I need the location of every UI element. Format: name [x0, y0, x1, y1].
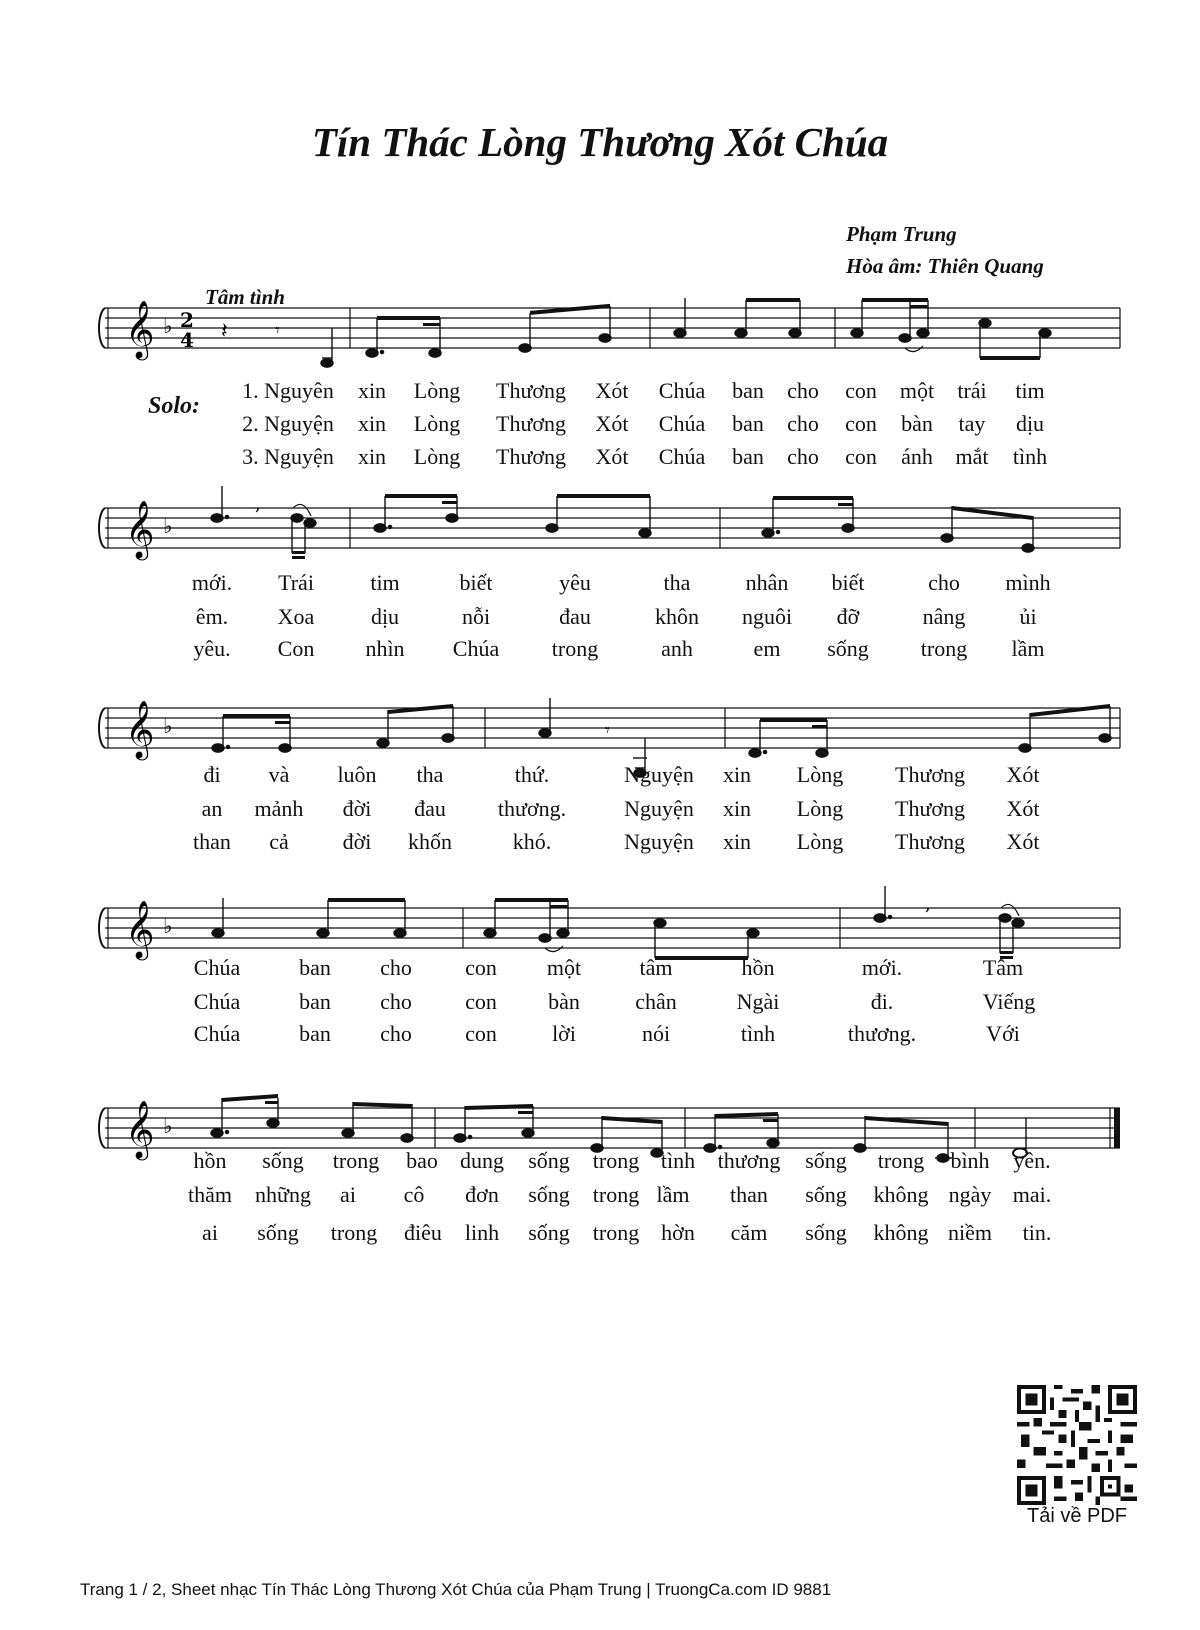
lyric-syllable: Xót: [1006, 762, 1040, 787]
lyric-syllable: than: [193, 829, 231, 854]
lyric-syllable: sống: [262, 1148, 304, 1173]
lyric-syllable: bao: [406, 1148, 438, 1173]
lyric-syllable: 1. Nguyên: [242, 378, 334, 403]
lyric-syllable: lời: [552, 1021, 576, 1046]
lyric-syllable: xin: [722, 796, 752, 821]
lyric-syllable: bàn: [548, 989, 580, 1014]
lyric-syllable: Nguyện: [624, 829, 694, 854]
lyric-syllable: Lòng: [796, 796, 844, 821]
lyric-syllable: con: [465, 989, 497, 1014]
lyric-syllable: cả: [269, 829, 289, 854]
staff-system-1: [105, 300, 1120, 368]
time-sig-bottom: 4: [180, 328, 194, 352]
lyric-syllable: lầm: [656, 1182, 690, 1207]
lyric-syllable: điêu: [404, 1220, 442, 1245]
lyric-syllable: Thương: [496, 411, 566, 436]
staff-system-3: [105, 700, 1120, 768]
svg-text:,: ,: [255, 494, 261, 515]
quarter-rest: 𝄽: [221, 319, 228, 344]
lyric-syllable: ai: [202, 1220, 218, 1245]
lyric-syllable: biết: [459, 570, 493, 595]
lyric-syllable: và: [268, 762, 290, 787]
lyric-syllable: cho: [380, 1021, 412, 1046]
lyric-verse-3: [0, 1021, 1200, 1055]
lyric-syllable: nâng: [922, 604, 966, 629]
lyric-syllable: trái: [957, 378, 987, 403]
staff-bracket: [99, 308, 105, 348]
tempo-marking: Tâm tình: [205, 285, 285, 309]
lyric-syllable: nỗi: [461, 604, 491, 629]
lyric-syllable: tha: [663, 570, 691, 595]
lyrics-system-2: [0, 570, 1200, 690]
lyric-syllable: tình: [660, 1148, 696, 1173]
key-flat: ♭: [163, 314, 173, 338]
lyric-verse-3: [0, 636, 1200, 670]
lyric-syllable: những: [255, 1182, 311, 1207]
lyric-syllable: ai: [340, 1182, 356, 1207]
lyric-syllable: khốn: [408, 829, 452, 854]
solo-label: Solo:: [148, 393, 201, 419]
lyric-syllable: 3. Nguyện: [242, 444, 334, 469]
lyric-syllable: biết: [831, 570, 865, 595]
lyric-syllable: êm.: [195, 604, 229, 629]
svg-text:♭: ♭: [163, 514, 173, 538]
lyric-syllable: yêu: [559, 570, 591, 595]
lyric-syllable: Trái: [278, 570, 314, 595]
lyric-syllable: Thương: [895, 829, 965, 854]
lyric-syllable: dịu: [1015, 411, 1045, 436]
lyric-syllable: Thương: [895, 762, 965, 787]
lyric-syllable: trong: [332, 1148, 380, 1173]
svg-text:𝄞: 𝄞: [125, 500, 155, 558]
lyric-syllable: trong: [592, 1182, 640, 1207]
lyric-syllable: xin: [722, 762, 752, 787]
lyric-syllable: thăm: [188, 1182, 232, 1207]
lyrics-system-4: [0, 955, 1200, 1075]
lyric-syllable: ánh: [901, 444, 933, 469]
lyric-syllable: ủi: [1019, 604, 1037, 629]
lyric-syllable: đau: [414, 796, 446, 821]
lyric-syllable: Chúa: [658, 378, 706, 403]
lyric-syllable: sống: [805, 1182, 847, 1207]
final-barline: [1114, 1108, 1120, 1148]
lyric-syllable: trong: [330, 1220, 378, 1245]
staff-system-2: [105, 494, 1120, 568]
lyric-syllable: luôn: [337, 762, 377, 787]
lyric-syllable: không: [873, 1220, 929, 1245]
lyric-verse-2: [0, 989, 1200, 1023]
lyric-syllable: cho: [380, 989, 412, 1014]
lyric-syllable: mai.: [1012, 1182, 1052, 1207]
lyric-syllable: chân: [635, 989, 677, 1014]
lyric-syllable: đơn: [465, 1182, 499, 1207]
lyric-syllable: mắt: [955, 444, 989, 469]
lyric-syllable: trong: [920, 636, 968, 661]
lyric-syllable: cô: [403, 1182, 425, 1207]
lyric-syllable: thương: [717, 1148, 781, 1173]
lyric-syllable: tình: [740, 1021, 776, 1046]
eighth-rest: 𝄾: [605, 720, 610, 741]
lyric-syllable: an: [201, 796, 223, 821]
lyric-syllable: mình: [1005, 570, 1051, 595]
lyric-syllable: xin: [722, 829, 752, 854]
lyric-syllable: Xót: [595, 444, 629, 469]
lyric-syllable: khôn: [655, 604, 699, 629]
lyric-syllable: ngày: [948, 1182, 992, 1207]
lyric-verse-2: [0, 796, 1200, 830]
lyric-syllable: đời: [342, 829, 372, 854]
lyric-syllable: niềm: [948, 1220, 992, 1245]
lyric-syllable: con: [465, 1021, 497, 1046]
lyric-syllable: Lòng: [796, 829, 844, 854]
lyric-syllable: tha: [416, 762, 444, 787]
svg-text:♭: ♭: [163, 914, 173, 938]
treble-clef: 𝄞: [125, 300, 155, 358]
lyrics-system-3: [0, 762, 1200, 882]
lyric-syllable: Xoa: [277, 604, 315, 629]
page-footer: Trang 1 / 2, Sheet nhạc Tín Thác Lòng Thương Xót Chúa của Phạm Trung | TruongCa.com ID 9881: [80, 1580, 832, 1599]
lyrics-system-1: [0, 378, 1200, 498]
lyric-syllable: trong: [592, 1148, 640, 1173]
lyric-syllable: Xót: [595, 378, 629, 403]
lyric-syllable: sống: [528, 1220, 570, 1245]
lyric-syllable: cho: [787, 444, 819, 469]
lyric-syllable: hồn: [741, 955, 775, 980]
lyric-syllable: ban: [299, 1021, 331, 1046]
lyric-syllable: Chúa: [452, 636, 500, 661]
lyric-verse-2: [0, 1182, 1200, 1216]
svg-text:𝄞: 𝄞: [125, 1100, 155, 1158]
lyric-syllable: đỡ: [836, 604, 860, 629]
lyric-syllable: trong: [592, 1220, 640, 1245]
lyric-verse-2: [0, 604, 1200, 638]
lyric-syllable: tim: [370, 570, 400, 595]
song-title: Tín Thác Lòng Thương Xót Chúa: [311, 119, 889, 165]
lyric-syllable: sống: [528, 1148, 570, 1173]
lyric-syllable: Lòng: [413, 444, 461, 469]
lyric-syllable: thứ.: [514, 762, 550, 787]
lyric-syllable: lầm: [1011, 636, 1045, 661]
lyric-syllable: Viếng: [982, 989, 1036, 1014]
lyric-syllable: xin: [357, 411, 387, 436]
lyric-syllable: con: [845, 411, 877, 436]
lyric-syllable: Ngài: [736, 989, 780, 1014]
lyric-syllable: tình: [1012, 444, 1048, 469]
lyric-syllable: Lòng: [413, 411, 461, 436]
lyric-syllable: khó.: [512, 829, 552, 854]
lyric-syllable: xin: [357, 444, 387, 469]
lyric-syllable: linh: [464, 1220, 500, 1245]
lyric-syllable: một: [899, 378, 935, 403]
lyric-syllable: con: [845, 378, 877, 403]
lyric-syllable: một: [546, 955, 582, 980]
svg-text:♭: ♭: [163, 714, 173, 738]
lyric-syllable: xin: [357, 378, 387, 403]
lyric-syllable: sống: [827, 636, 869, 661]
lyric-syllable: ban: [299, 955, 331, 980]
lyric-syllable: Thương: [496, 378, 566, 403]
lyric-syllable: Thương: [895, 796, 965, 821]
lyric-syllable: mới.: [191, 570, 233, 595]
lyric-syllable: dịu: [370, 604, 400, 629]
lyric-syllable: sống: [257, 1220, 299, 1245]
lyric-syllable: thương.: [497, 796, 567, 821]
lyric-syllable: bình: [950, 1148, 990, 1173]
lyric-syllable: Lòng: [796, 762, 844, 787]
lyric-syllable: cho: [380, 955, 412, 980]
lyric-syllable: đi: [203, 762, 221, 787]
lyric-syllable: con: [465, 955, 497, 980]
lyric-syllable: trong: [877, 1148, 925, 1173]
lyric-syllable: sống: [805, 1148, 847, 1173]
lyric-syllable: Tâm: [982, 955, 1024, 980]
lyric-syllable: nhân: [745, 570, 789, 595]
eighth-rest: 𝄾: [275, 320, 280, 341]
time-sig-top: 2: [180, 308, 194, 332]
lyric-syllable: nguôi: [741, 604, 793, 629]
lyric-syllable: Chúa: [658, 444, 706, 469]
lyric-syllable: yên.: [1013, 1148, 1051, 1173]
lyric-syllable: ban: [732, 378, 764, 403]
lyric-syllable: nói: [641, 1021, 671, 1046]
qr-code[interactable]: [1017, 1385, 1137, 1505]
lyric-syllable: hờn: [661, 1220, 695, 1245]
lyric-syllable: Nguyện: [624, 796, 694, 821]
lyric-syllable: Xót: [1006, 796, 1040, 821]
lyric-syllable: hồn: [193, 1148, 227, 1173]
lyric-syllable: Xót: [595, 411, 629, 436]
lyric-syllable: Chúa: [193, 989, 241, 1014]
lyric-syllable: mảnh: [254, 796, 304, 821]
lyric-syllable: đau: [559, 604, 591, 629]
composer: Phạm Trung: [846, 222, 957, 246]
lyric-syllable: tay: [958, 411, 986, 436]
lyric-verse-2: [0, 411, 1200, 445]
lyric-syllable: Chúa: [193, 1021, 241, 1046]
lyric-verse-1: [0, 762, 1200, 796]
lyric-syllable: con: [845, 444, 877, 469]
svg-text:𝄞: 𝄞: [125, 900, 155, 958]
lyric-syllable: tâm: [639, 955, 673, 980]
qr-code-icon: [1017, 1385, 1137, 1505]
lyric-syllable: mới.: [861, 955, 903, 980]
lyric-syllable: ban: [732, 411, 764, 436]
lyric-syllable: Con: [277, 636, 315, 661]
lyric-syllable: đi.: [870, 989, 894, 1014]
lyric-syllable: cho: [787, 411, 819, 436]
lyric-verse-1: [0, 1148, 1200, 1182]
lyric-verse-1: [0, 955, 1200, 989]
lyric-syllable: dung: [460, 1148, 504, 1173]
lyric-syllable: sống: [805, 1220, 847, 1245]
lyric-syllable: Xót: [1006, 829, 1040, 854]
lyric-syllable: tim: [1015, 378, 1045, 403]
harmony-credit: Hòa âm: Thiên Quang: [846, 254, 1044, 278]
lyric-syllable: ban: [732, 444, 764, 469]
lyrics-system-5: [0, 1148, 1200, 1268]
lyric-syllable: anh: [661, 636, 693, 661]
lyric-syllable: cho: [928, 570, 960, 595]
lyric-verse-3: [0, 1220, 1200, 1254]
lyric-syllable: Chúa: [658, 411, 706, 436]
lyric-syllable: 2. Nguyện: [242, 411, 334, 436]
lyric-syllable: Với: [986, 1021, 1020, 1046]
lyric-syllable: Thương: [496, 444, 566, 469]
lyric-verse-1: [0, 570, 1200, 604]
lyric-syllable: than: [730, 1182, 768, 1207]
lyric-verse-3: [0, 444, 1200, 478]
svg-text:𝄞: 𝄞: [125, 700, 155, 758]
lyric-syllable: trong: [551, 636, 599, 661]
svg-text:♭: ♭: [163, 1114, 173, 1138]
lyric-syllable: em: [753, 636, 781, 661]
lyric-syllable: tin.: [1022, 1220, 1052, 1245]
lyric-syllable: đời: [342, 796, 372, 821]
lyric-verse-3: [0, 829, 1200, 863]
lyric-syllable: bàn: [901, 411, 933, 436]
lyric-syllable: cho: [787, 378, 819, 403]
lyric-syllable: thương.: [847, 1021, 917, 1046]
download-pdf-link[interactable]: Tải về PDF: [1026, 1505, 1128, 1527]
lyric-syllable: yêu.: [193, 636, 231, 661]
lyric-syllable: Lòng: [413, 378, 461, 403]
lyric-syllable: nhìn: [365, 636, 405, 661]
lyric-syllable: không: [873, 1182, 929, 1207]
lyric-syllable: Chúa: [193, 955, 241, 980]
svg-text:,: ,: [925, 894, 931, 915]
lyric-syllable: sống: [528, 1182, 570, 1207]
lyric-syllable: ban: [299, 989, 331, 1014]
lyric-verse-1: [0, 378, 1200, 412]
lyric-syllable: Nguyện: [624, 762, 694, 787]
lyric-syllable: căm: [730, 1220, 768, 1245]
